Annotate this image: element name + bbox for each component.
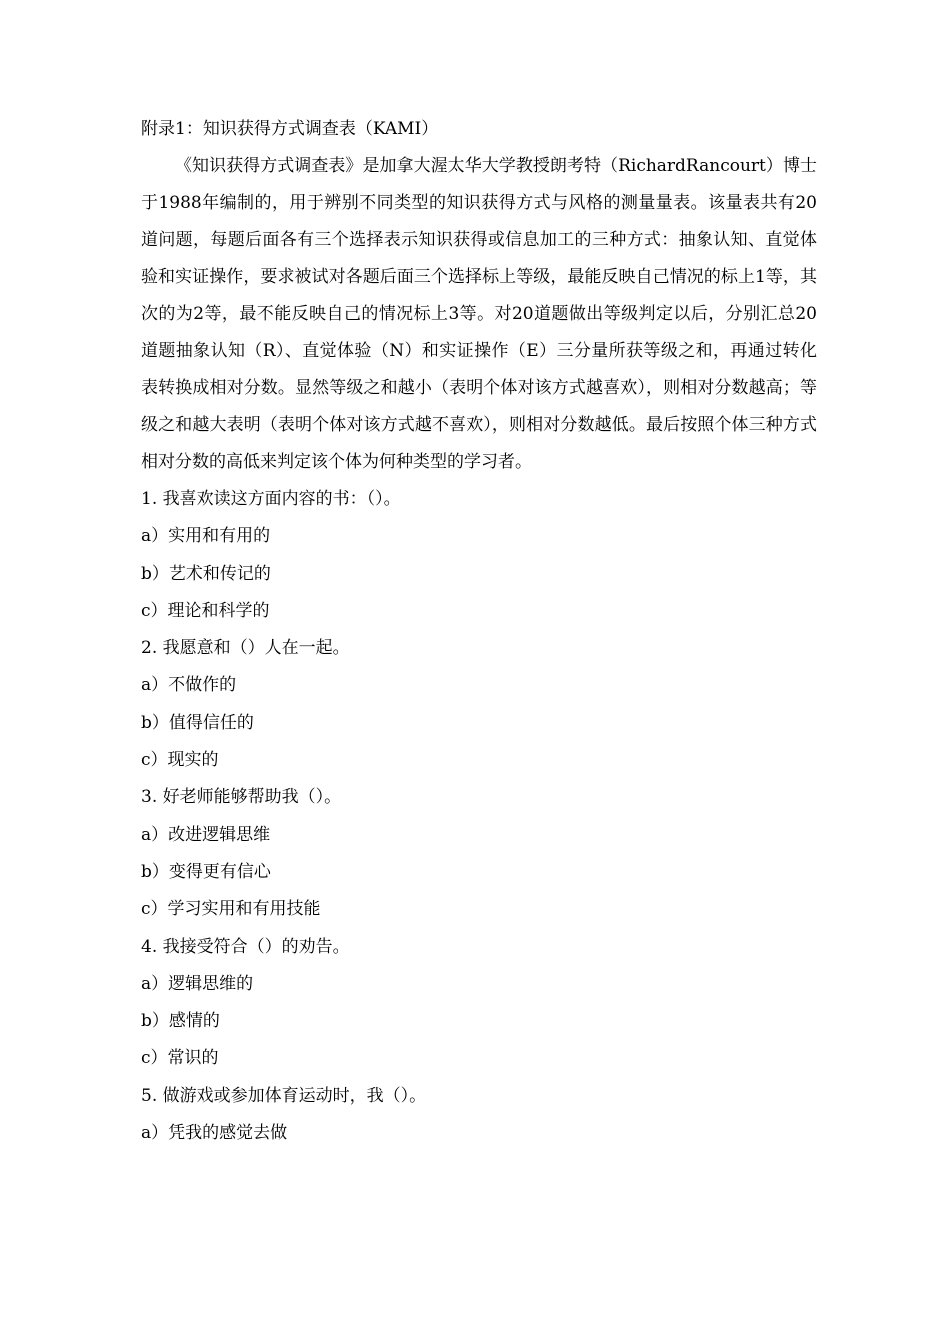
- question-4-option-a: a）逻辑思维的: [141, 973, 254, 994]
- question-2-option-a: a）不做作的: [141, 675, 237, 696]
- question-block: [141, 929, 817, 1078]
- question-5-option-a: a）凭我的感觉去做: [141, 1123, 288, 1144]
- question-1-option-a: a）实用和有用的: [141, 526, 271, 547]
- question-1: 1. 我喜欢读这方面内容的书：（）。: [141, 489, 401, 509]
- question-4-option-b: b）感情的: [141, 1011, 220, 1032]
- question-4-option-c: c）常识的: [141, 1048, 219, 1069]
- document-page: [141, 111, 817, 1152]
- question-1-option-c: c）理论和科学的: [141, 600, 270, 621]
- question-block: [141, 1078, 817, 1153]
- question-3-option-a: a）改进逻辑思维: [141, 824, 271, 845]
- appendix-heading: 附录1：知识获得方式调查表（KAMI）: [141, 119, 439, 139]
- intro-paragraph: 《知识获得方式调查表》是加拿大渥太华大学教授朗考特（RichardRancourt）博士于1988年编制的，用于辨别不同类型的知识获得方式与风格的测量量表。该量表共有20道问题，每题后面各有三个选择表示知识获得或信息加工的三种方式：抽象认知、直觉体验和实证操作，要求被试对各题后面三个选择标上等级，最能反映自己情况的标上1等，其次的为2等，最不能反映自己的情况标上3等。对20道题做出等级判定以后，分别汇总20道题抽象认知（R）、直觉体验（N）和实证操作（E）三分量所获等级之和，再通过转化表转换成相对分数。显然等级之和越小（表明个体对该方式越喜欢），则相对分数越高；等级之和越大表明（表明个体对该方式越不喜欢），则相对分数越低。最后按照个体三种方式相对分数的高低来判定该个体为何种类型的学习者。: [141, 156, 817, 472]
- question-1-option-b: b）艺术和传记的: [141, 563, 271, 584]
- question-2: 2. 我愿意和（）人在一起。: [141, 638, 350, 659]
- question-5: 5. 做游戏或参加体育运动时，我（）。: [141, 1085, 427, 1106]
- question-3-option-b: b）变得更有信心: [141, 861, 271, 882]
- question-3: 3. 好老师能够帮助我（）。: [141, 787, 342, 808]
- question-2-option-c: c）现实的: [141, 750, 219, 771]
- question-block: [141, 481, 817, 630]
- question-block: [141, 630, 817, 779]
- question-block: [141, 779, 817, 928]
- question-3-option-c: c）学习实用和有用技能: [141, 899, 321, 920]
- question-2-option-b: b）值得信任的: [141, 712, 254, 733]
- question-4: 4. 我接受符合（）的劝告。: [141, 936, 350, 957]
